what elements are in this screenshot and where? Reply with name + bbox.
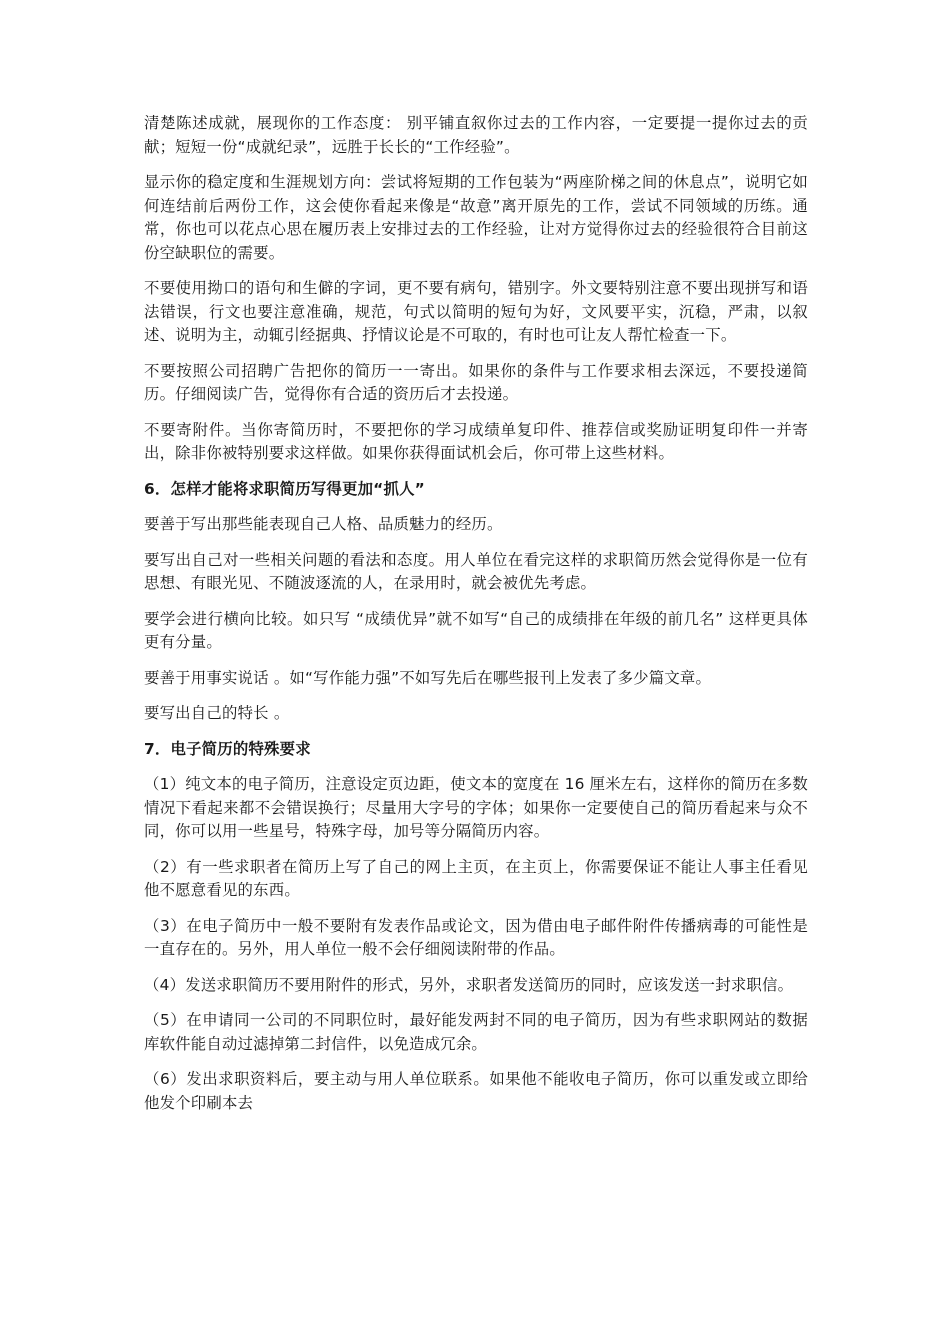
section-6-paragraph: 要写出自己对一些相关问题的看法和态度。用人单位在看完这样的求职简历然会觉得你是一位有思想、有眼光见、不随波逐流的人，在录用时，就会被优先考虑。 bbox=[144, 550, 808, 592]
section-6-paragraph: 要写出自己的特长 。 bbox=[144, 704, 290, 722]
section-7-item: （2）有一些求职者在简历上写了自己的网上主页，在主页上，你需要保证不能让人事主任看见他不愿意看见的东西。 bbox=[144, 857, 808, 899]
section-7-item: （4）发送求职简历不要用附件的形式，另外，求职者发送简历的同时，应该发送一封求职信。 bbox=[144, 975, 794, 994]
section-7-item: （5）在申请同一公司的不同职位时，最好能发两封不同的电子简历，因为有些求职网站的数据库软件能自动过滤掉第二封信件，以免造成冗余。 bbox=[144, 1011, 808, 1053]
section-6-paragraph: 要善于用事实说话 。如“写作能力强”不如写先后在哪些报刊上发表了多少篇文章。 bbox=[144, 668, 712, 687]
section-6-heading: 6．怎样才能将求职简历写得更加“抓人” bbox=[144, 479, 425, 498]
paragraph-language: 不要使用拗口的语句和生僻的字词，更不要有病句，错别字。外文要特别注意不要出现拼写和语法错误，行文也要注意准确，规范，句式以简明的短句为好，文风要平实，沉稳，严肃，以叙述、说明为主，动辄引经据典、抒情议论是不可取的，有时也可让友人帮忙检查一下。 bbox=[144, 279, 808, 344]
section-7-item: （1）纯文本的电子简历，注意设定页边距，使文本的宽度在 16 厘米左右，这样你的简历在多数情况下看起来都不会错误换行；尽量用大字号的字体；如果你一定要使自己的简历看起来与众不同，你可以用一些星号，特殊字母，加号等分隔简历内容。 bbox=[144, 775, 808, 840]
section-7-item: （3）在电子简历中一般不要附有发表作品或论文，因为借由电子邮件附件传播病毒的可能性是一直存在的。另外，用人单位一般不会仔细阅读附带的作品。 bbox=[144, 916, 808, 958]
paragraph-achievements: 清楚陈述成就，展现你的工作态度： 别平铺直叙你过去的工作内容，一定要提一提你过去的贡献；短短一份“成就纪录”，远胜于长长的“工作经验”。 bbox=[144, 114, 808, 156]
paragraph-no-mass-mailing: 不要按照公司招聘广告把你的简历一一寄出。如果你的条件与工作要求相去深远，不要投递简历。仔细阅读广告，觉得你有合适的资历后才去投递。 bbox=[144, 361, 808, 403]
section-7-item: （6）发出求职资料后，要主动与用人单位联系。如果他不能收电子简历，你可以重发或立即给他发个印刷本去 bbox=[144, 1070, 808, 1112]
section-6-paragraph: 要善于写出那些能表现自己人格、品质魅力的经历。 bbox=[144, 515, 503, 533]
section-6-paragraph: 要学会进行横向比较。如只写 “成绩优异”就不如写“自己的成绩排在年级的前几名” 这样更具体更有分量。 bbox=[144, 609, 808, 651]
document-page bbox=[144, 112, 808, 1127]
section-7-heading: 7．电子简历的特殊要求 bbox=[144, 739, 311, 758]
paragraph-no-attachments: 不要寄附件。当你寄简历时，不要把你的学习成绩单复印件、推荐信或奖励证明复印件一并寄出，除非你被特别要求这样做。如果你获得面试机会后，你可带上这些材料。 bbox=[144, 420, 808, 462]
paragraph-stability: 显示你的稳定度和生涯规划方向：尝试将短期的工作包装为“两座阶梯之间的休息点”，说明它如何连结前后两份工作，这会使你看起来像是“故意”离开原先的工作，尝试不同领域的历练。通常，你也可以花点心思在履历表上安排过去的工作经验，让对方觉得你过去的经验很符合目前这份空缺职位的需要。 bbox=[144, 173, 808, 262]
